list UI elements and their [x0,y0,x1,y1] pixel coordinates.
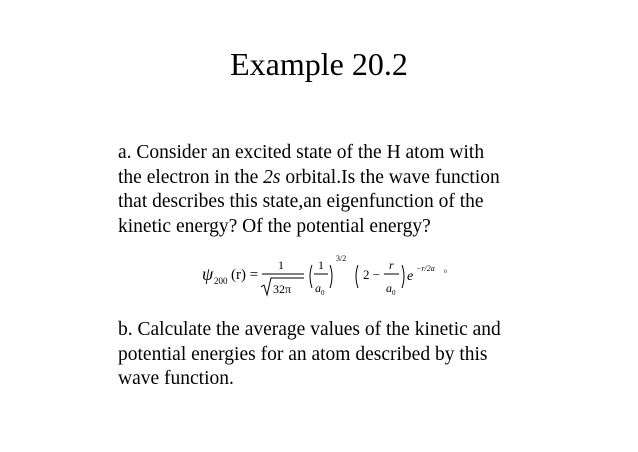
part-b-line-1: b. Calculate the average values of the kinetic and [118,319,501,340]
part-a-line-2-start: the electron in the [118,166,264,188]
part-a-line-4: kinetic energy? Of the potential energy? [118,215,431,237]
part-a-line-2-end: orbital.Is the wave function [280,166,500,188]
part-b-text [118,318,558,392]
paren-close-2 [402,265,404,288]
part-a-line-3: that describes this state,an eigenfunction of the [118,191,484,212]
frac3-numerator: r [389,258,394,272]
wave-function-equation [200,250,460,304]
exp-base: e [407,269,414,284]
frac1-denominator: 32π [273,282,292,296]
part-b-line-2: potential energies for an atom described by this [118,343,488,365]
exp-exponent-subscript: 0 [444,269,447,275]
frac3-denominator: a [386,281,392,295]
psi-argument: (r) = [231,267,259,283]
exp-exponent: −r/2a [416,264,435,273]
equation-svg [200,250,460,304]
frac3-subscript: 0 [392,289,396,297]
part-a-line-1: a. Consider an excited state of the H atom with [118,142,485,163]
part-a-line-2 [118,166,558,191]
part-a-text [118,141,558,239]
psi-symbol: ψ [202,264,214,284]
two-minus: 2 − [363,267,381,282]
part-b-line-3: wave function. [118,368,234,389]
orbital-label: 2s [263,166,281,188]
paren-open-2 [356,265,358,288]
slide-title: Example 20.2 [230,46,408,82]
frac1-numerator: 1 [278,258,284,272]
power-exponent: 3/2 [336,254,347,263]
paren-open-1 [310,265,312,288]
frac2-subscript: 0 [321,289,325,297]
paren-close-1 [330,265,332,288]
psi-subscript: 200 [214,276,228,286]
frac2-denominator: a [315,281,321,295]
frac2-numerator: 1 [318,258,324,272]
